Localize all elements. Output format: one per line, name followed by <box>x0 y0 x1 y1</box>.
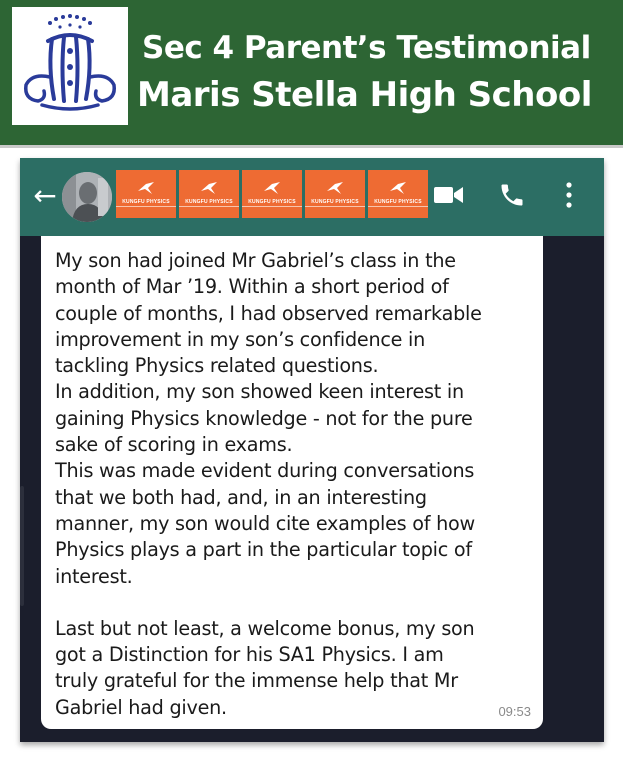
arrow-back-icon[interactable]: ← <box>33 179 57 212</box>
message-line: that we both had, and, in an interesting <box>55 485 427 509</box>
tile-underline <box>242 206 302 207</box>
more-options-icon[interactable] <box>564 180 574 210</box>
tile-underline <box>116 206 176 207</box>
testimonial-banner <box>0 0 623 148</box>
message-text <box>55 248 537 721</box>
kungfu-physics-label: KUNGFU PHYSICS <box>374 199 422 205</box>
message-line: Physics plays a part in the particular topic of <box>55 538 472 562</box>
message-line: In addition, my son showed keen interest in <box>55 380 464 404</box>
message-line: sake of scoring in exams. <box>55 433 293 457</box>
message-line: improvement in my son’s confidence in <box>55 327 426 351</box>
voice-call-icon[interactable] <box>498 181 526 209</box>
kungfu-physics-tile <box>242 170 302 218</box>
tile-underline <box>305 206 365 207</box>
kungfu-physics-label: KUNGFU PHYSICS <box>311 199 359 205</box>
message-line: truly grateful for the immense help that Mr <box>55 669 458 693</box>
message-line: couple of months, I had observed remarkable <box>55 301 482 325</box>
chat-screenshot <box>20 158 604 742</box>
message-line: got a Distinction for his SA1 Physics. I am <box>55 643 444 667</box>
tile-underline <box>179 206 239 207</box>
message-line: This was made evident during conversations <box>55 459 475 483</box>
school-name: Maris Stella High School <box>137 75 592 115</box>
kungfu-physics-tile <box>368 170 428 218</box>
tile-underline <box>368 206 428 207</box>
kungfu-physics-banner-strip <box>116 170 428 218</box>
paragraph-gap <box>55 590 537 616</box>
message-line: gaining Physics knowledge - not for the pure <box>55 406 473 430</box>
kungfu-physics-label: KUNGFU PHYSICS <box>248 199 296 205</box>
message-line: month of Mar ’19. Within a short period of <box>55 275 449 299</box>
contact-avatar[interactable] <box>62 172 112 222</box>
kungfu-kick-icon <box>263 181 281 195</box>
message-timestamp: 09:53 <box>498 704 531 719</box>
message-line: manner, my son would cite examples of how <box>55 511 475 535</box>
message-line: My son had joined Mr Gabriel’s class in the <box>55 249 456 272</box>
message-line: Last but not least, a welcome bonus, my son <box>55 616 475 640</box>
kungfu-kick-icon <box>326 181 344 195</box>
kungfu-physics-tile <box>179 170 239 218</box>
maris-stella-crest-icon <box>12 7 128 125</box>
kungfu-kick-icon <box>137 181 155 195</box>
chat-app-bar <box>20 158 604 236</box>
message-line: Gabriel had given. <box>55 695 227 719</box>
banner-title: Sec 4 Parent’s Testimonial <box>142 30 591 66</box>
message-line: tackling Physics related questions. <box>55 354 379 378</box>
kungfu-kick-icon <box>200 181 218 195</box>
kungfu-kick-icon <box>389 181 407 195</box>
kungfu-physics-tile <box>305 170 365 218</box>
kungfu-physics-label: KUNGFU PHYSICS <box>122 199 170 205</box>
message-bubble[interactable] <box>41 236 543 729</box>
kungfu-physics-tile <box>116 170 176 218</box>
video-call-icon[interactable] <box>434 184 464 206</box>
kungfu-physics-label: KUNGFU PHYSICS <box>185 199 233 205</box>
message-line: interest. <box>55 564 133 588</box>
chat-background <box>20 236 604 742</box>
scroll-indicator <box>20 486 24 606</box>
